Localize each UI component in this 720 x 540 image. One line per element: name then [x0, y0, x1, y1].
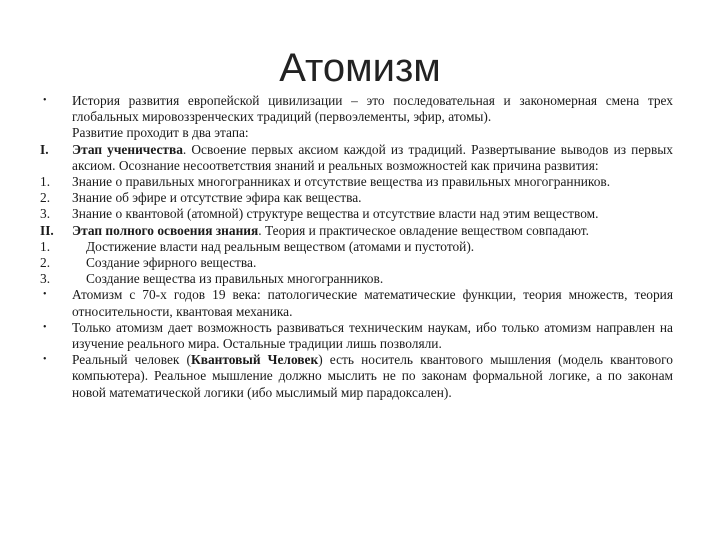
- number-marker: 2.: [40, 190, 51, 206]
- number-marker: 1.: [40, 238, 51, 254]
- stage-heading: Этап ученичества: [72, 141, 183, 157]
- list-item: [40, 190, 673, 206]
- item-text: . Освоение первых аксиом каждой из традиций. Развертывание выводов из первых аксиом. Осознание несоответствия знаний и реальных возможностей как причина развития:: [72, 141, 673, 173]
- item-text: Создание эфирного вещества.: [86, 255, 257, 271]
- stage-marker: II.: [40, 222, 54, 238]
- list-item: [40, 125, 673, 141]
- item-text: Знание об эфире и отсутствие эфира как вещества.: [72, 190, 362, 206]
- stage-heading: Этап полного освоения знания: [72, 222, 259, 238]
- list-item: [40, 255, 673, 271]
- item-text: Только атомизм дает возможность развиваться техническим наукам, ибо только атомизм направлен на изучение реального мира. Остальные традиции лишь позволяли.: [72, 319, 673, 352]
- bullet-marker: •: [43, 289, 47, 301]
- list-item: [40, 271, 673, 287]
- bullet-marker: •: [43, 354, 47, 366]
- item-text: Создание вещества из правильных многогранников.: [86, 271, 384, 287]
- item-text: . Теория и практическое овладение веществом совпадают.: [258, 222, 589, 238]
- bullet-marker: •: [43, 321, 47, 333]
- item-text-lead: Реальный человек (: [72, 352, 192, 368]
- stage-marker: I.: [40, 141, 49, 157]
- slide-content: [40, 93, 673, 401]
- list-item: [40, 142, 673, 174]
- list-item: [40, 206, 673, 222]
- emphasis-text: Квантовый Человек: [191, 352, 319, 368]
- number-marker: 3.: [40, 206, 51, 222]
- item-text: Развитие проходит в два этапа:: [72, 125, 249, 141]
- item-text: Атомизм с 70-х годов 19 века: патологические математические функции, теория множеств, теория относительности, квантовая механика.: [72, 287, 673, 319]
- item-text: История развития европейской цивилизации – это последовательная и закономерная смена трех глобальных мировоззренческих традиций (первоэлементы, эфир, атомы).: [72, 93, 673, 125]
- slide-title: Атомизм: [279, 46, 441, 90]
- list-item: [40, 239, 673, 255]
- item-text: Знание о правильных многогранниках и отсутствие вещества из правильных многогранников.: [72, 174, 611, 190]
- list-item: [40, 352, 673, 401]
- list-item: [40, 174, 673, 190]
- list-item: [40, 93, 673, 125]
- item-text: Достижение власти над реальным веществом (атомами и пустотой).: [86, 238, 475, 254]
- list-item: [40, 223, 673, 239]
- list-item: [40, 287, 673, 319]
- bullet-marker: •: [43, 95, 47, 106]
- number-marker: 1.: [40, 174, 51, 190]
- item-text: Знание о квантовой (атомной) структуре вещества и отсутствие власти над этим веществом.: [72, 206, 599, 222]
- list-item: [40, 320, 673, 352]
- number-marker: 2.: [40, 255, 51, 271]
- number-marker: 3.: [40, 271, 51, 287]
- item-text: ) есть носитель квантового мышления (модель квантового компьютера). Реальное мышление должно мыслить не по законам формальной логике, а по законам новой математической логики (ибо мыслимый мир парадоксален).: [72, 352, 673, 400]
